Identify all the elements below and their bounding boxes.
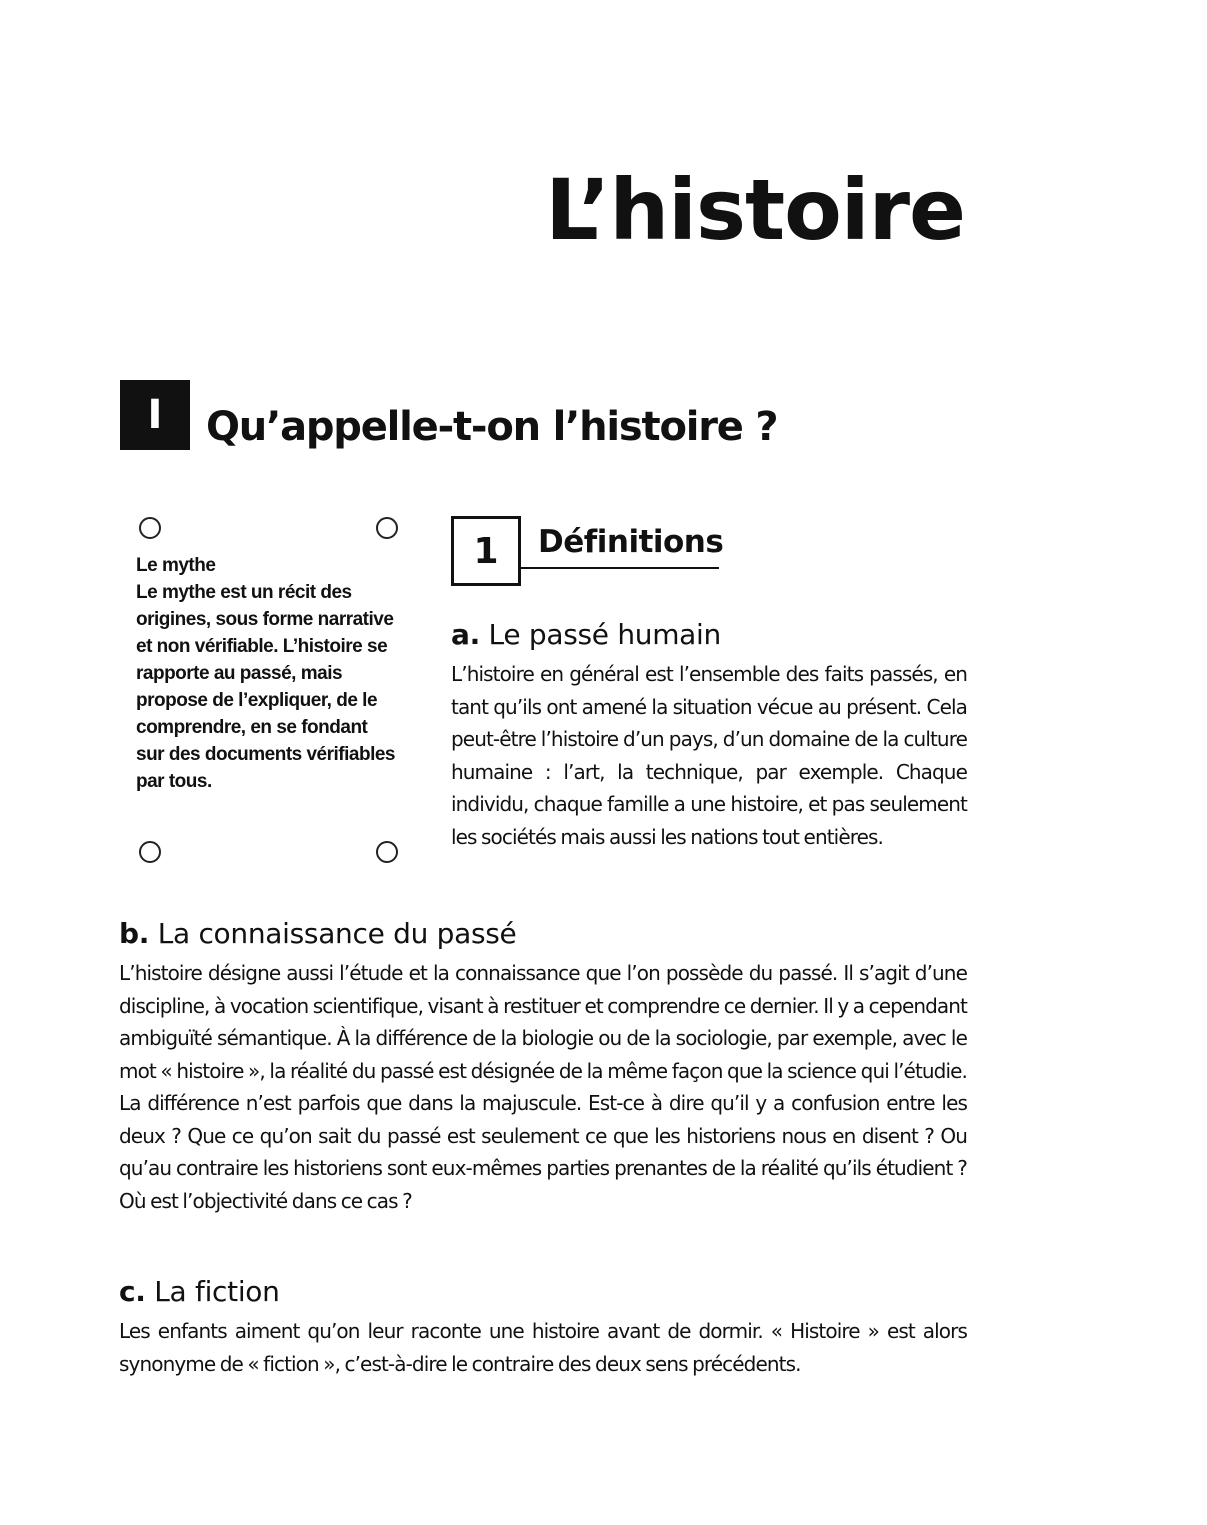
ring-binder-icon bbox=[139, 841, 161, 863]
ring-binder-icon bbox=[139, 517, 161, 539]
section-heading bbox=[119, 917, 967, 951]
section-letter: c. bbox=[119, 1275, 146, 1308]
section-title: Le passé humain bbox=[488, 618, 721, 651]
section-c bbox=[119, 1275, 967, 1380]
section-title: La connaissance du passé bbox=[157, 917, 517, 950]
section-paragraph: L’histoire en général est l’ensemble des faits passés, en tant qu’ils ont amené la situation vécue au présent. Cela peut-être l’histoire d’un pays, d’un domaine de la culture humaine : l’art, la technique, par exemple. Chaque individu, chaque famille a une histoire, et pas seulement les sociétés mais aussi les nations tout entières. bbox=[451, 662, 967, 849]
section-letter: a. bbox=[451, 618, 480, 651]
section-heading bbox=[119, 1275, 967, 1309]
subsection-number-badge: 1 bbox=[451, 516, 521, 586]
section-heading bbox=[451, 618, 967, 652]
sidebar-title: Le mythe bbox=[136, 555, 216, 576]
sidebar-text bbox=[136, 552, 398, 795]
section-a bbox=[451, 618, 967, 853]
chapter-title: L’histoire bbox=[545, 161, 965, 259]
part-title: Qu’appelle-t-on l’histoire ? bbox=[206, 404, 778, 450]
section-title: La fiction bbox=[154, 1275, 280, 1308]
part-number-badge: I bbox=[120, 380, 190, 450]
subsection-title: Définitions bbox=[538, 524, 724, 560]
sidebar-body: Le mythe est un récit des origines, sous forme narrative et non vérifiable. L’histoire se rapporte au passé, mais propose de l’expliquer, de le comprendre, en se fondant sur des documents vérifiables par tous. bbox=[136, 582, 395, 792]
ring-binder-icon bbox=[376, 841, 398, 863]
sidebar-note bbox=[126, 510, 412, 870]
section-b bbox=[119, 917, 967, 1217]
section-paragraph: Les enfants aiment qu’on leur raconte une histoire avant de dormir. « Histoire » est alors synonyme de « fiction », c’est-à-dire le contraire des deux sens précédents. bbox=[119, 1319, 967, 1376]
subsection-underline bbox=[521, 567, 719, 569]
section-letter: b. bbox=[119, 917, 150, 950]
section-paragraph: L’histoire désigne aussi l’étude et la connaissance que l’on possède du passé. Il s’agit d’une discipline, à vocation scientifique, visant à restituer et comprendre ce dernier. Il y a cependant ambiguïté sémantique. À la différence de la biologie ou de la sociologie, par exemple, avec le mot « histoire », la réalité du passé est désignée de la même façon que la science qui l’étudie. La différence n’est parfois que dans la majuscule. Est-ce à dire qu’il y a confusion entre les deux ? Que ce qu’on sait du passé est seulement ce que les historiens nous en disent ? Ou qu’au contraire les historiens sont eux-mêmes parties prenantes de la réalité qu’ils étudient ? Où est l’objectivité dans ce cas ? bbox=[119, 961, 967, 1213]
ring-binder-icon bbox=[376, 517, 398, 539]
